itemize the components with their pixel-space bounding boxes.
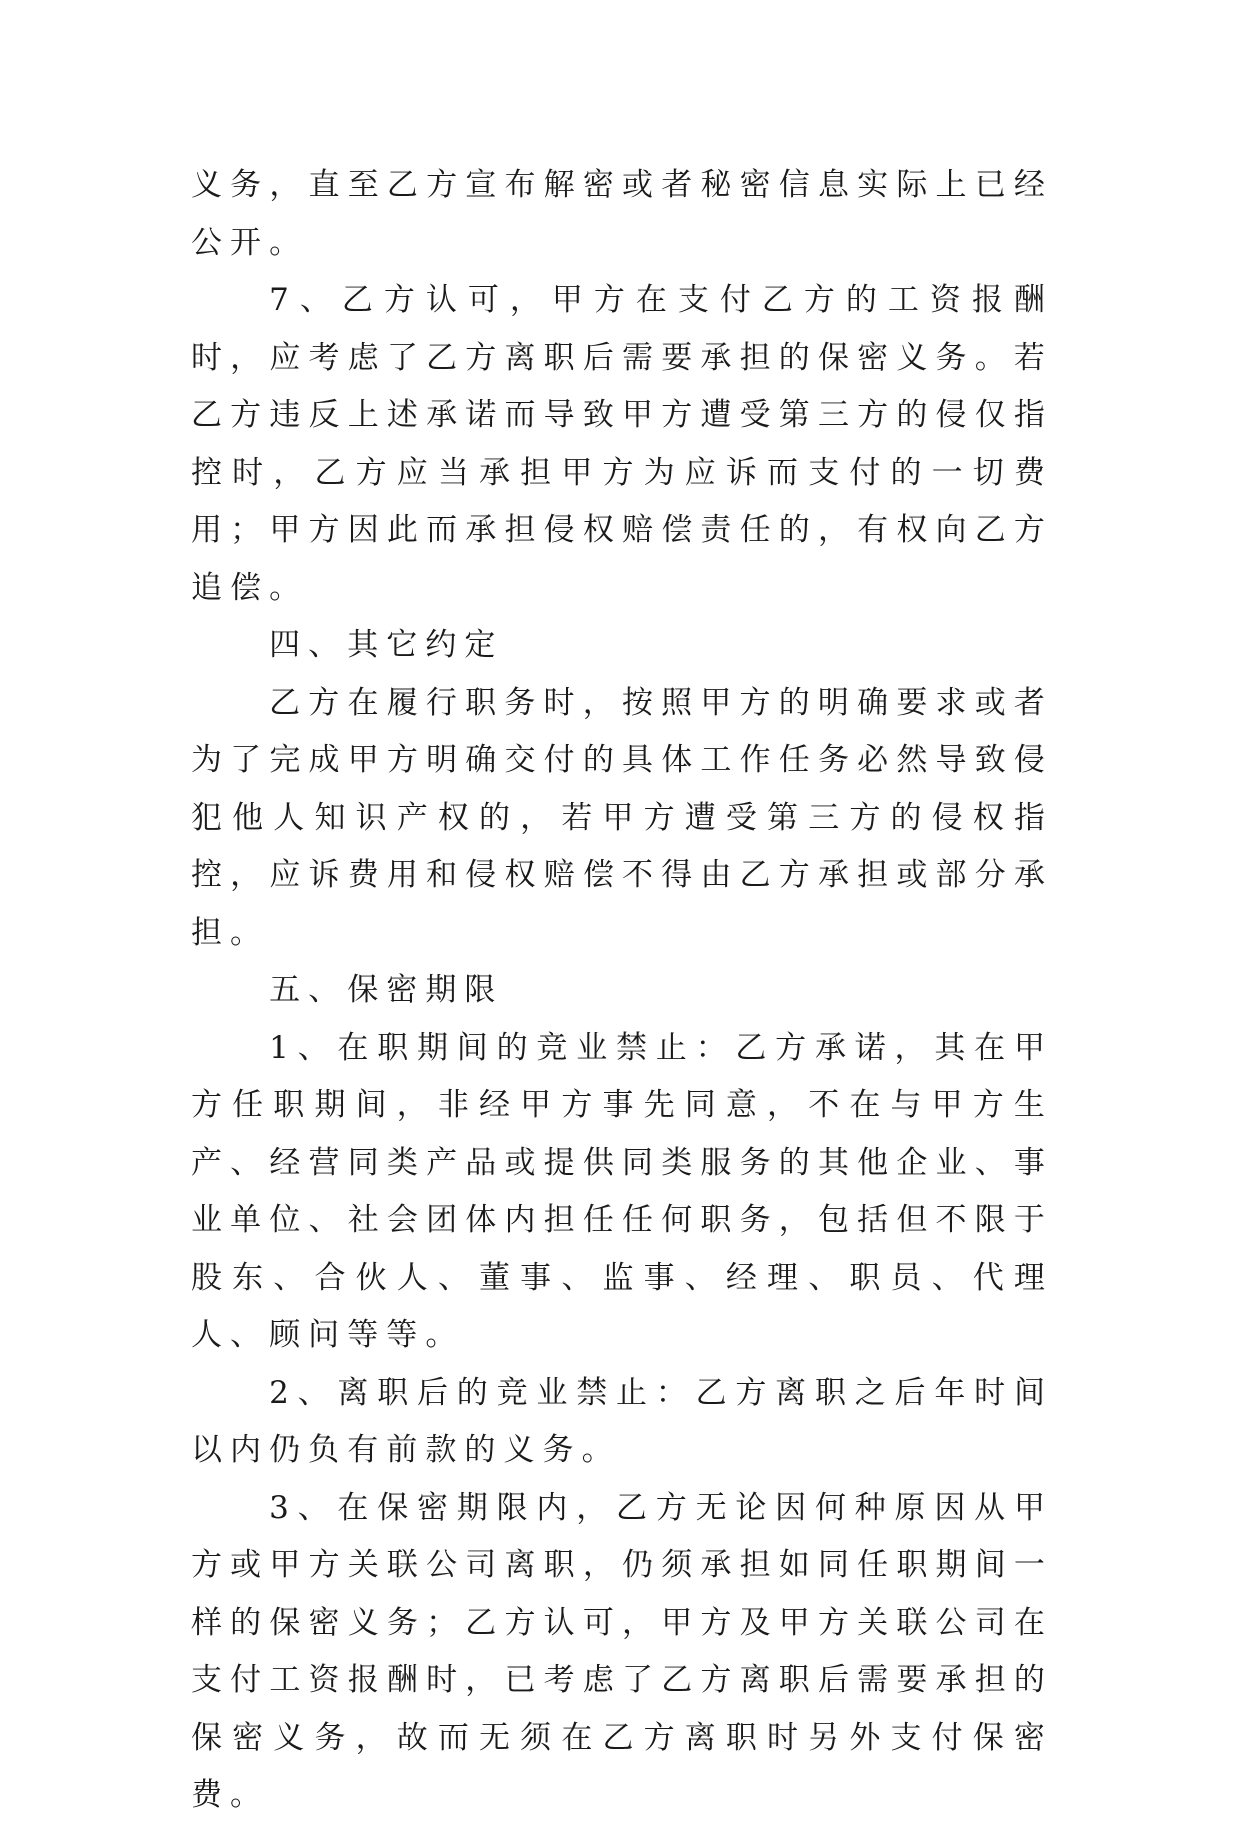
paragraph-clause-7: 7、乙方认可，甲方在支付乙方的工资报酬时，应考虑了乙方离职后需要承担的保密义务。若乙方违反上述承诺而导致甲方遭受第三方的侵仅指控时，乙方应当承担甲方为应诉而支付的一切费用；甲方因此而承担侵权赔偿责任的，有权向乙方追偿。 bbox=[191, 282, 1053, 606]
paragraph-other-terms: 乙方在履行职务时，按照甲方的明确要求或者为了完成甲方明确交付的具体工作任务必然导致侵犯他人知识产权的，若甲方遭受第三方的侵权指控，应诉费用和侵权赔偿不得由乙方承担或部分承担。 bbox=[191, 684, 1053, 951]
paragraph-clause-1: 1、在职期间的竞业禁止：乙方承诺，其在甲方任职期间，非经甲方事先同意，不在与甲方生产、经营同类产品或提供同类服务的其他企业、事业单位、社会团体内担任任何职务，包括但不限于股东、合伙人、董事、监事、经理、职员、代理人、顾问等等。 bbox=[191, 1029, 1053, 1353]
section-heading-other-terms: 四、其它约定 bbox=[269, 627, 504, 663]
document-page bbox=[191, 157, 1053, 1825]
paragraph-clause-2: 2、离职后的竞业禁止：乙方离职之后年时间以内仍负有前款的义务。 bbox=[191, 1374, 1053, 1468]
paragraph-continuation: 义务，直至乙方宣布解密或者秘密信息实际上已经公开。 bbox=[191, 167, 1053, 261]
paragraph-clause-3: 3、在保密期限内，乙方无论因何种原因从甲方或甲方关联公司离职，仍须承担如同任职期间一样的保密义务；乙方认可，甲方及甲方关联公司在支付工资报酬时，已考虑了乙方离职后需要承担的保密义务，故而无须在乙方离职时另外支付保密费。 bbox=[191, 1489, 1053, 1813]
section-heading-confidentiality-period: 五、保密期限 bbox=[269, 972, 504, 1008]
